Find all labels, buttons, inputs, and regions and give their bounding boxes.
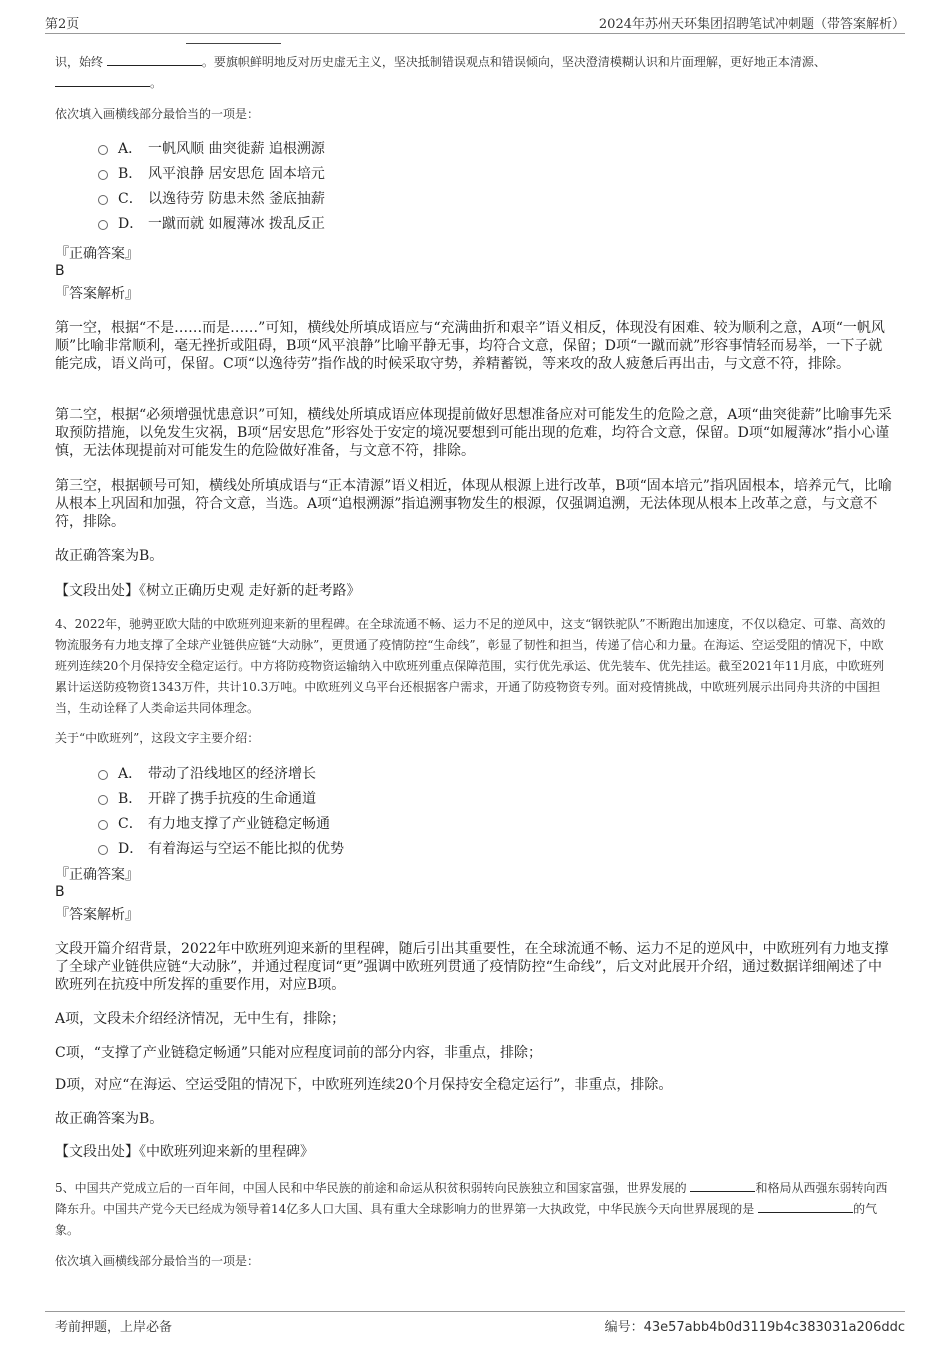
option-b[interactable]: B． 开辟了携手抗疫的生命通道 xyxy=(98,787,598,812)
blank-line xyxy=(55,74,150,87)
radio-icon[interactable] xyxy=(98,145,108,155)
blank-line xyxy=(107,53,202,66)
option-a[interactable]: A． 一帆风顺 曲突徙薪 追根溯源 xyxy=(98,137,598,162)
q5-stem: 5、中国共产党成立后的一百年间，中国人民和中华民族的前途和命运从积贫积弱转向民族独立和国家富强，世界发展的 和格局从西强东弱转向西降东升。中国共产党今天已经成为领导着14亿多人口大国、具有重大全球影响力的世界第一大执政党，中华民族今天向世界展现的是 的气象。 xyxy=(55,1181,888,1237)
analysis-paragraph: D项，对应“在海运、空运受阻的情况下，中欧班列连续20个月保持安全稳定运行”，非重点，排除。 xyxy=(55,1077,673,1093)
page-footer xyxy=(45,1311,905,1336)
footer-slogan: 考前押题，上岸必备 xyxy=(55,1320,173,1335)
analysis-paragraph: 文段开篇介绍背景，2022年中欧班列迎来新的里程碑，随后引出其重要性，在全球流通不畅、运力不足的逆风中，中欧班列有力地支撑了全球产业链供应链“大动脉”，并通过程度词“更”强调中欧班列贯通了疫情防控“生命线”，后文对此展开介绍，通过数据详细阐述了中欧班列在抗疫中所发挥的重要作用，对应B项。 xyxy=(55,941,889,993)
page-number: 第2页 xyxy=(45,17,80,32)
analysis-conclusion: 故正确答案为B。 xyxy=(55,1111,164,1127)
q3-prompt: 依次填入画横线部分最恰当的一项是： xyxy=(55,107,260,121)
q4-stem: 4、2022年，驰骋亚欧大陆的中欧班列迎来新的里程碑。在全球流通不畅、运力不足的逆风中，这支“钢铁驼队”不断跑出加速度，不仅以稳定、可靠、高效的物流服务有力地支撑了全球产业链供应链“大动脉”，更贯通了疫情防控“生命线”，彰显了韧性和担当，传递了信心和力量。在海运、空运受阻的情况下，中欧班列连续20个月保持安全稳定运行。中方将防疫物资运输纳入中欧班列重点保障范围，实行优先承运、优先装车、优先挂运。截至2021年11月底，中欧班列累计运送防疫物资1343万件，共计10.3万吨。中欧班列义乌平台还根据客户需求，开通了防疫物资专列。面对疫情挑战，中欧班列展示出同舟共济的中国担当，生动诠释了人类命运共同体理念。 xyxy=(55,617,886,715)
analysis-paragraph: 第二空，根据“必须增强忧患意识”可知，横线处所填成语应体现提前做好思想准备应对可能发生的危险之意，A项“曲突徙薪”比喻事先采取预防措施，以免发生灾祸，B项“居安思危”形容处于安定的境况要想到可能出现的危难，均符合文意，保留。D项“如履薄冰”指小心谨慎，无法体现提前对可能发生的危险做好准备，与文意不符，排除。 xyxy=(55,407,892,459)
source-citation: 【文段出处】《树立正确历史观 走好新的赶考路》 xyxy=(55,583,361,599)
option-c[interactable]: C． 以逸待劳 防患未然 釜底抽薪 xyxy=(98,187,598,212)
option-b[interactable]: B． 风平浪静 居安思危 固本培元 xyxy=(98,162,598,187)
q4-options xyxy=(98,762,598,862)
document-code: 编号：43e57abb4b0d3119b4c383031a206ddc xyxy=(604,1320,905,1335)
q5-prompt: 依次填入画横线部分最恰当的一项是： xyxy=(55,1254,260,1268)
analysis-paragraph: A项，文段未介绍经济情况，无中生有，排除； xyxy=(55,1011,346,1027)
q3-stem: 识，始终 。要旗帜鲜明地反对历史虚无主义，坚决抵制错误观点和错误倾向，坚决澄清模糊认识和片面理解，更好地正本清源、 。 xyxy=(55,55,826,90)
analysis-label: 『答案解析』 xyxy=(55,286,139,302)
option-d[interactable]: D． 有着海运与空运不能比拟的优势 xyxy=(98,837,598,862)
source-citation: 【文段出处】《中欧班列迎来新的里程碑》 xyxy=(55,1144,314,1160)
analysis-conclusion: 故正确答案为B。 xyxy=(55,548,164,564)
radio-icon[interactable] xyxy=(98,770,108,780)
radio-icon[interactable] xyxy=(98,820,108,830)
answer-label: 『正确答案』 xyxy=(55,867,139,883)
blank-line xyxy=(186,43,281,44)
radio-icon[interactable] xyxy=(98,220,108,230)
analysis-paragraph: 第三空，根据顿号可知，横线处所填成语与“正本清源”语义相近，体现从根源上进行改革，B项“固本培元”指巩固根本，培养元气，比喻从根本上巩固和加强，符合文意，当选。A项“追根溯源”指追溯事物发生的根源，仅强调追溯，无法体现从根本上改革之意，与文意不符，排除。 xyxy=(55,478,892,530)
analysis-paragraph: 第一空，根据“不是……而是……”可知，横线处所填成语应与“充满曲折和艰辛”语义相反，体现没有困难、较为顺利之意，A项“一帆风顺”比喻非常顺利，毫无挫折或阻碍，B项“风平浪静”比喻平静无事，均符合文意，保留；D项“一蹴而就”形容事情轻而易举，一下子就能完成，语义尚可，保留。C项“以逸待劳”指作战的时候采取守势，养精蓄锐，等来攻的敌人疲惫后再出击，与文意不符，排除。 xyxy=(55,320,885,372)
answer-value: B xyxy=(55,263,65,279)
document-title: 2024年苏州天环集团招聘笔试冲刺题（带答案解析） xyxy=(598,17,905,32)
radio-icon[interactable] xyxy=(98,845,108,855)
option-d[interactable]: D． 一蹴而就 如履薄冰 拨乱反正 xyxy=(98,212,598,237)
radio-icon[interactable] xyxy=(98,195,108,205)
answer-value: B xyxy=(55,884,65,900)
option-c[interactable]: C． 有力地支撑了产业链稳定畅通 xyxy=(98,812,598,837)
blank-line xyxy=(758,1200,853,1213)
page-header xyxy=(45,11,905,34)
q4-prompt: 关于“中欧班列”，这段文字主要介绍： xyxy=(55,731,260,745)
q3-options xyxy=(98,137,598,237)
option-a[interactable]: A． 带动了沿线地区的经济增长 xyxy=(98,762,598,787)
radio-icon[interactable] xyxy=(98,795,108,805)
analysis-paragraph: C项，“支撑了产业链稳定畅通”只能对应程度词前的部分内容，非重点，排除； xyxy=(55,1045,543,1061)
answer-label: 『正确答案』 xyxy=(55,246,139,262)
analysis-label: 『答案解析』 xyxy=(55,907,139,923)
blank-line xyxy=(690,1179,755,1192)
radio-icon[interactable] xyxy=(98,170,108,180)
